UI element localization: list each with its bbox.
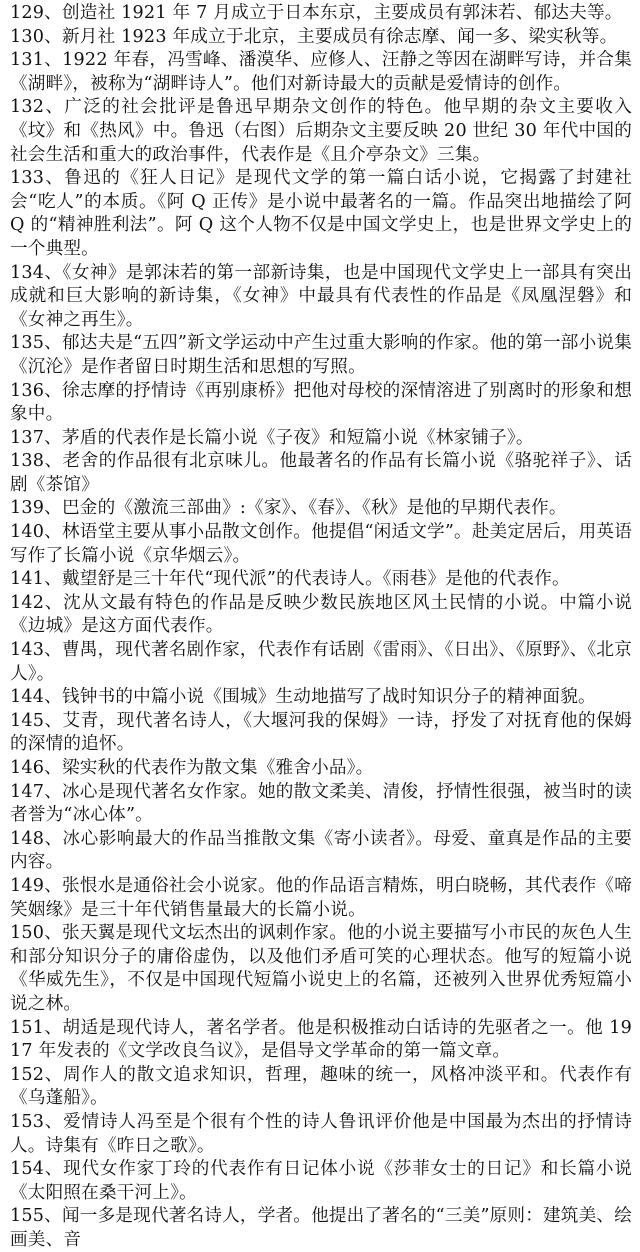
note-item-141: 141、戴望舒是三十年代“现代派”的代表诗人。《雨巷》是他的代表作。 [10, 569, 570, 590]
note-item-155: 155、闻一多是现代著名诗人，学者。他提出了著名的“三美”原则：建筑美、绘画美、音 [10, 1206, 632, 1250]
note-item-150: 150、张天翼是现代文坛杰出的讽刺作家。他的小说主要描写小市民的灰色人生和部分知识分子的庸俗虚伪，以及他们矛盾可笑的心理状态。他写的短篇小说《华威先生》，不仅是中国现代短篇小说史上的名篇，还被列入世界优秀短篇小说之林。 [10, 923, 632, 1014]
note-item-130: 130、新月社 1923 年成立于北京，主要成员有徐志摩、闻一多、梁实秋等。 [10, 26, 618, 47]
note-item-142: 142、沈从文最有特色的作品是反映少数民族地区风土民情的小说。中篇小说《边城》是这方面代表作。 [10, 592, 632, 637]
note-item-147: 147、冰心是现代著名女作家。她的散文柔美、清俊，抒情性很强，被当时的读者誉为“冰心体”。 [10, 781, 632, 826]
note-item-143: 143、曹禺，现代著名剧作家，代表作有话剧《雷雨》、《日出》、《原野》、《北京人》。 [10, 640, 632, 684]
note-item-151: 151、胡适是现代诗人，著名学者。他是积极推动白话诗的先驱者之一。他 1917 年发表的《文学改良刍议》，是倡导文学革命的第一篇文章。 [10, 1017, 632, 1062]
note-item-136: 136、徐志摩的抒情诗《再别康桥》把他对母校的深情溶进了别离时的形象和想象中。 [10, 380, 632, 425]
note-item-133: 133、鲁迅的《狂人日记》是现代文学的第一篇白话小说，它揭露了封建社会“吃人”的本质。《阿 Q 正传》是小说中最著名的一篇。作品突出地描绘了阿 Q 的“精神胜利法”。阿 Q 这个人物不仅是中国文学史上，也是世界文学史上的一个典型。 [10, 168, 632, 259]
note-item-144: 144、钱钟书的中篇小说《围城》生动地描写了战时知识分子的精神面貌。 [10, 687, 596, 708]
note-item-135: 135、郁达夫是“五四”新文学运动中产生过重大影响的作家。他的第一部小说集《沉沦》是作者留日时期生活和思想的写照。 [10, 333, 632, 377]
note-item-149: 149、张恨水是通俗社会小说家。他的作品语言精炼，明白晓畅，其代表作《啼笑姻缘》是三十年代销售量最大的长篇小说。 [10, 875, 632, 920]
note-item-131: 131、1922 年春，冯雪峰、潘漠华、应修人、汪静之等因在湖畔写诗，并合集《湖畔》，被称为“湖畔诗人”。他们对新诗最大的贡献是爱情诗的创作。 [10, 50, 632, 94]
note-item-138: 138、老舍的作品很有北京味儿。他最著名的作品有长篇小说《骆驼祥子》、话剧《茶馆》 [10, 451, 632, 495]
note-item-140: 140、林语堂主要从事小品散文创作。他提倡“闲适文学”。赴美定居后，用英语写作了长篇小说《京华烟云》。 [10, 522, 632, 566]
note-item-148: 148、冰心影响最大的作品当推散文集《寄小读者》。母爱、童真是作品的主要内容。 [10, 828, 632, 873]
note-item-134: 134、《女神》是郭沫若的第一部新诗集，也是中国现代文学史上一部具有突出成就和巨大影响的新诗集，《女神》中最具有代表性的作品是《凤凰涅磐》和《女神之再生》。 [10, 262, 632, 330]
note-item-153: 153、爱情诗人冯至是个很有个性的诗人鲁讯评价他是中国最为杰出的抒情诗人。诗集有《昨日之歌》。 [10, 1111, 632, 1156]
note-item-146: 146、梁实秋的代表作为散文集《雅舍小品》。 [10, 758, 374, 778]
note-item-129: 129、创造社 1921 年 7 月成立于日本东京，主要成员有郭沫若、郁达夫等。 [10, 3, 623, 23]
note-item-154: 154、现代女作家丁玲的代表作有日记体小说《莎菲女士的日记》和长篇小说《太阳照在桑干河上》。 [10, 1159, 632, 1203]
note-item-132: 132、广泛的社会批评是鲁迅早期杂文创作的特色。他早期的杂文主要收入《坟》和《热风》中。鲁迅（右图）后期杂文主要反映 20 世纪 30 年代中国的社会生活和重大的政治事件，代表作是《且介亭杂文》三集。 [10, 97, 632, 165]
note-item-145: 145、艾青，现代著名诗人，《大堰河我的保姆》一诗，抒发了对抚育他的保姆的深情的追怀。 [10, 710, 632, 755]
note-item-139: 139、巴金的《激流三部曲》:《家》、《春》、《秋》是他的早期代表作。 [10, 498, 567, 519]
note-item-137: 137、茅盾的代表作是长篇小说《子夜》和短篇小说《林家铺子》。 [10, 427, 534, 448]
note-item-152: 152、周作人的散文追求知识，哲理，趣味的统一，风格冲淡平和。代表作有《乌蓬船》。 [10, 1064, 632, 1109]
